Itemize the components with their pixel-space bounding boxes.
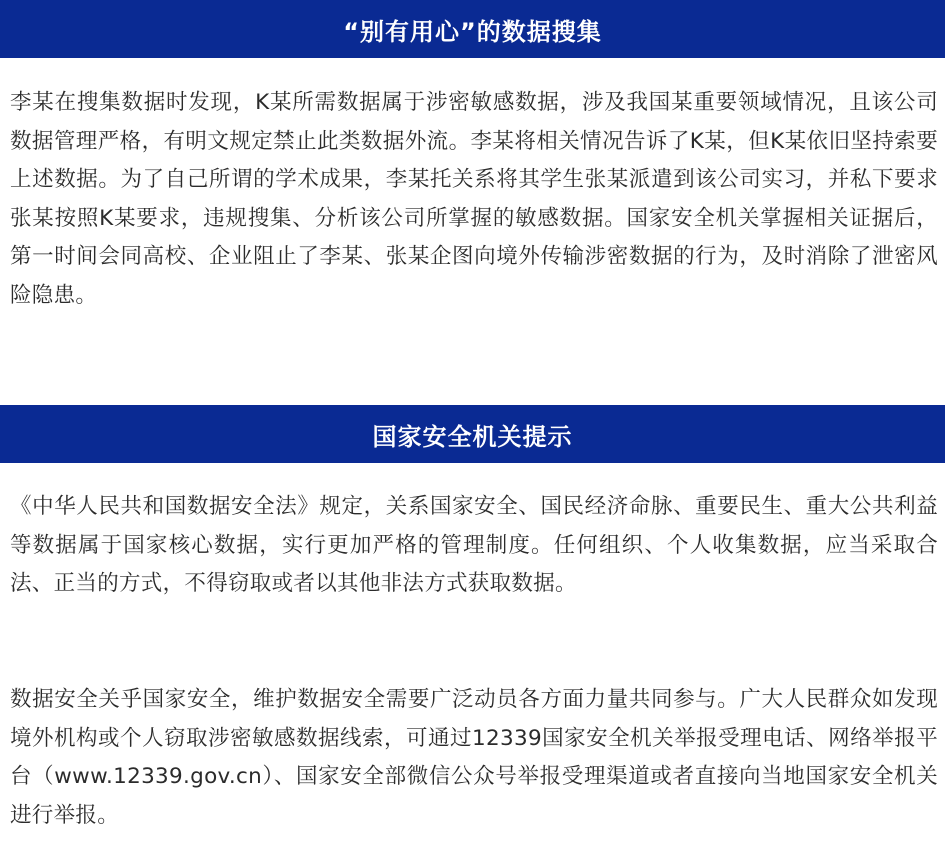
reporting-paragraph: 数据安全关乎国家安全，维护数据安全需要广泛动员各方面力量共同参与。广大人民群众如发现境外机构或个人窃取涉密敏感数据线索，可通过12339国家安全机关举报受理电话、网络举报平台（www.12339.gov.cn）、国家安全部微信公众号举报受理渠道或者直接向当地国家安全机关进行举报。 — [10, 687, 938, 828]
section-heading-text: 国家安全机关提示 — [372, 422, 573, 451]
section-heading-text: “别有用心”的数据搜集 — [343, 17, 602, 46]
section-heading-security-notice — [0, 405, 945, 463]
law-paragraph: 《中华人民共和国数据安全法》规定，关系国家安全、国民经济命脉、重要民生、重大公共利益等数据属于国家核心数据，实行更加严格的管理制度。任何组织、个人收集数据，应当采取合法、正当的方式，不得窃取或者以其他非法方式获取数据。 — [10, 494, 938, 596]
case-paragraph: 李某在搜集数据时发现，K某所需数据属于涉密敏感数据，涉及我国某重要领域情况，且该公司数据管理严格，有明文规定禁止此类数据外流。李某将相关情况告诉了K某，但K某依旧坚持索要上述数据。为了自己所谓的学术成果，李某托关系将其学生张某派遣到该公司实习，并私下要求张某按照K某要求，违规搜集、分析该公司所掌握的敏感数据。国家安全机关掌握相关证据后，第一时间会同高校、企业阻止了李某、张某企图向境外传输涉密数据的行为，及时消除了泄密风险隐患。 — [10, 90, 938, 308]
section-heading-data-collection — [0, 0, 945, 58]
